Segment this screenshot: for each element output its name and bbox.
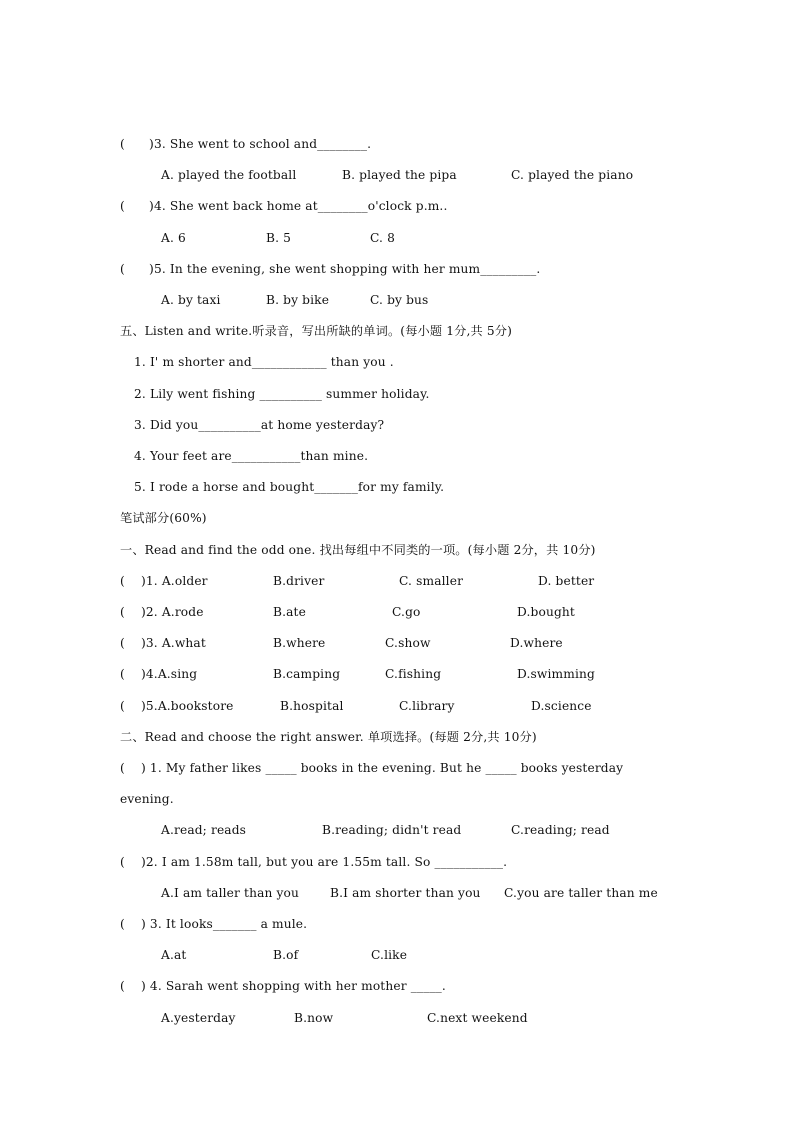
- section1-item-1-b: B.driver: [273, 574, 325, 588]
- section2-q1-option-a: A.read; reads: [161, 823, 247, 837]
- section2-q4-option-a: A.yesterday: [161, 1011, 236, 1025]
- section1-item-4-d: D.swimming: [517, 667, 595, 681]
- listening-q3-option-a: A. played the football: [161, 168, 297, 182]
- section2-q3-option-c: C.like: [371, 948, 408, 962]
- section2-heading: 二、Read and choose the right answer. 单项选择。(每题 2分,共 10分): [120, 730, 537, 744]
- listening-q5-option-b: B. by bike: [266, 293, 330, 307]
- section1-item-5-c: C.library: [399, 699, 455, 713]
- section1-item-1-d: D. better: [538, 574, 595, 588]
- section1-item-3-d: D.where: [510, 636, 563, 650]
- section1-heading: 一、Read and find the odd one. 找出每组中不同类的一项。(每小题 2分，共 10分): [120, 543, 596, 557]
- listening-q4: ( )4. She went back home at________o'clock p.m..: [120, 199, 448, 213]
- listening-q4-option-b: B. 5: [266, 231, 292, 245]
- section1-item-5-a: ( )5.A.bookstore: [120, 699, 234, 713]
- written-part-title: 笔试部分(60%): [120, 511, 207, 525]
- section1-item-4-b: B.camping: [273, 667, 341, 681]
- section5-item-1: 1. I' m shorter and____________ than you .: [134, 355, 394, 369]
- section1-item-5-b: B.hospital: [280, 699, 344, 713]
- listening-q5-option-c: C. by bus: [370, 293, 429, 307]
- section2-q2-option-c: C.you are taller than me: [504, 886, 658, 900]
- section1-item-2-a: ( )2. A.rode: [120, 605, 204, 619]
- section2-q2-option-a: A.I am taller than you: [161, 886, 300, 900]
- section2-q4-option-b: B.now: [294, 1011, 334, 1025]
- section5-heading: 五、Listen and write.听录音，写出所缺的单词。(每小题 1分,共 5分): [120, 324, 512, 338]
- section2-q4-option-c: C.next weekend: [427, 1011, 528, 1025]
- listening-q4-option-c: C. 8: [370, 231, 395, 245]
- section1-item-2-d: D.bought: [517, 605, 575, 619]
- section2-q1-option-c: C.reading; read: [511, 823, 610, 837]
- section1-item-3-c: C.show: [385, 636, 431, 650]
- section2-q3: ( ) 3. It looks_______ a mule.: [120, 917, 308, 931]
- section5-item-4: 4. Your feet are___________than mine.: [134, 449, 369, 463]
- section2-q3-option-b: B.of: [273, 948, 299, 962]
- section2-q2: ( )2. I am 1.58m tall, but you are 1.55m tall. So ___________.: [120, 855, 508, 869]
- section1-item-3-b: B.where: [273, 636, 326, 650]
- section2-q3-option-a: A.at: [161, 948, 187, 962]
- section1-item-5-d: D.science: [531, 699, 592, 713]
- listening-q3-option-c: C. played the piano: [511, 168, 634, 182]
- section2-q2-option-b: B.I am shorter than you: [330, 886, 481, 900]
- listening-q5-option-a: A. by taxi: [161, 293, 221, 307]
- listening-q3: ( )3. She went to school and________.: [120, 137, 372, 151]
- section5-item-3: 3. Did you__________at home yesterday?: [134, 418, 385, 432]
- section1-item-3-a: ( )3. A.what: [120, 636, 206, 650]
- listening-q4-option-a: A. 6: [161, 231, 186, 245]
- section2-q1-line2: evening.: [120, 792, 174, 806]
- section1-item-4-a: ( )4.A.sing: [120, 667, 198, 681]
- listening-q5: ( )5. In the evening, she went shopping with her mum_________.: [120, 262, 541, 276]
- listening-q3-option-b: B. played the pipa: [342, 168, 457, 182]
- section1-item-2-b: B.ate: [273, 605, 306, 619]
- section5-item-5: 5. I rode a horse and bought_______for my family.: [134, 480, 445, 494]
- section2-q1-line1: ( ) 1. My father likes _____ books in the evening. But he _____ books yesterday: [120, 761, 624, 775]
- section1-item-2-c: C.go: [392, 605, 421, 619]
- section1-item-1-c: C. smaller: [399, 574, 464, 588]
- section2-q1-option-b: B.reading; didn't read: [322, 823, 462, 837]
- section1-item-1-a: ( )1. A.older: [120, 574, 208, 588]
- section5-item-2: 2. Lily went fishing __________ summer holiday.: [134, 387, 430, 401]
- section1-item-4-c: C.fishing: [385, 667, 442, 681]
- section2-q4: ( ) 4. Sarah went shopping with her mother _____.: [120, 979, 446, 993]
